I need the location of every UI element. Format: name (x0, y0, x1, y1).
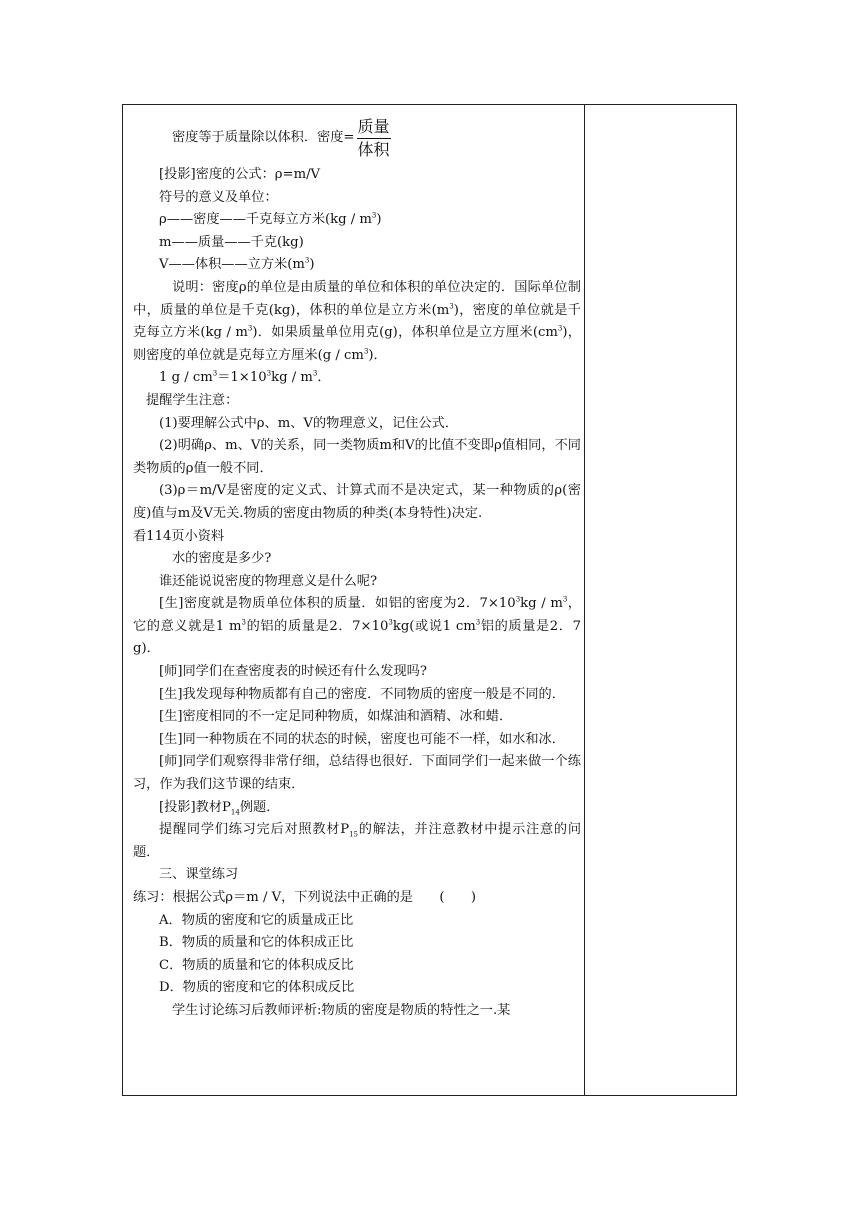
reminder-item-1: (1)要理解公式中ρ、m、V的物理意义，记住公式． (159, 415, 459, 431)
reminder-textbook: 提醒同学们练习完后对照教材$P_{15}$的解法，并注意教材中提示注意的问题． (133, 822, 581, 860)
student-answer-1: [生]密度就是物质单位体积的质量．如铝的密度为2．$7\times 10^3kg / m^3$，它的意义就是1 $m^3$的铝的质量是2．$7\times 10^3kg$(或说1 $cm^3$铝的质量是2．7 g)． (133, 595, 581, 657)
exercise-option-c: C．物质的质量和它的体积成反比 (159, 957, 354, 973)
unit-explanation: 说明：密度ρ的单位是由质量的单位和体积的单位决定的．国际单位制中，质量的单位是千克(kg)，体积的单位是立方米$(m^3)$，密度的单位就是千克每立方米$(kg / m^3)$．如果质量单位用克(g)，体积单位是立方厘米$(cm^3)$，则密度的单位就是克每立方厘米$(g / cm^3)$． (133, 279, 581, 363)
student-answer-4: [生]同一种物质在不同的状态的时候，密度也可能不一样，如水和冰． (159, 731, 565, 747)
meaning-question: 谁还能说说密度的物理意义是什么呢? (159, 573, 378, 589)
teacher-question-1: [师]同学们在查密度表的时候还有什么发现吗? (159, 664, 427, 680)
exercise-option-b: B．物质的质量和它的体积成正比 (159, 935, 354, 951)
projection-example: [投影]教材$P_{14}$例题． (159, 799, 280, 817)
exercise-heading: 三、课堂练习 (159, 867, 239, 883)
reminder-title: 提醒学生注意： (146, 392, 239, 408)
definition-text: 密度等于质量除以体积．密度= (172, 129, 355, 145)
unit-conversion: 1 $g / cm^3=1\times 10^3kg / m^3$． (159, 369, 331, 386)
projection-formula: [投影]密度的公式：ρ=m/V (159, 167, 321, 182)
exercise-option-a: A．物质的密度和它的质量成正比 (159, 912, 354, 928)
water-question: 水的密度是多少? (172, 551, 272, 567)
exercise-analysis: 学生讨论练习后教师评析:物质的密度是物质的特性之一.某 (172, 1002, 511, 1018)
fraction-numerator: 质量 (357, 116, 391, 139)
exercise-option-d: D．物质的密度和它的体积成反比 (159, 980, 355, 996)
symbols-title: 符号的意义及单位： (159, 189, 278, 205)
see-page-note: 看114页小资料 (133, 528, 225, 544)
lesson-content (133, 112, 581, 1092)
student-answer-2: [生]我发现每种物质都有自己的密度．不同物质的密度一般是不同的． (159, 686, 565, 702)
exercise-question: 练习：根据公式ρ＝m / V，下列说法中正确的是 ( ) (133, 890, 477, 905)
symbol-m: m——质量——千克(kg) (159, 234, 304, 250)
reminder-item-3: (3)ρ＝m/V是密度的定义式、计算式而不是决定式，某一种物质的ρ(密度)值与m及V无关.物质的密度由物质的种类(本身特性)决定. (133, 483, 581, 521)
teacher-comment-2: [师]同学们观察得非常仔细，总结得也很好．下面同学们一起来做一个练习，作为我们这节课的结束． (133, 754, 581, 793)
symbol-rho: ρ——密度——千克每立方米$(kg / m^3)$ (159, 211, 382, 228)
density-fraction (357, 116, 391, 161)
symbol-v: V——体积——立方米$(m^3)$ (159, 256, 315, 273)
student-answer-3: [生]密度相同的不一定足同种物质，如煤油和酒精、冰和蜡． (159, 709, 513, 725)
notes-column-empty (585, 104, 737, 1096)
fraction-denominator: 体积 (357, 139, 390, 159)
reminder-item-2: (2)明确ρ、m、V的关系，同一类物质m和V的比值不变即ρ值相同，不同类物质的ρ值一般不同． (133, 438, 581, 476)
density-definition (133, 112, 581, 164)
